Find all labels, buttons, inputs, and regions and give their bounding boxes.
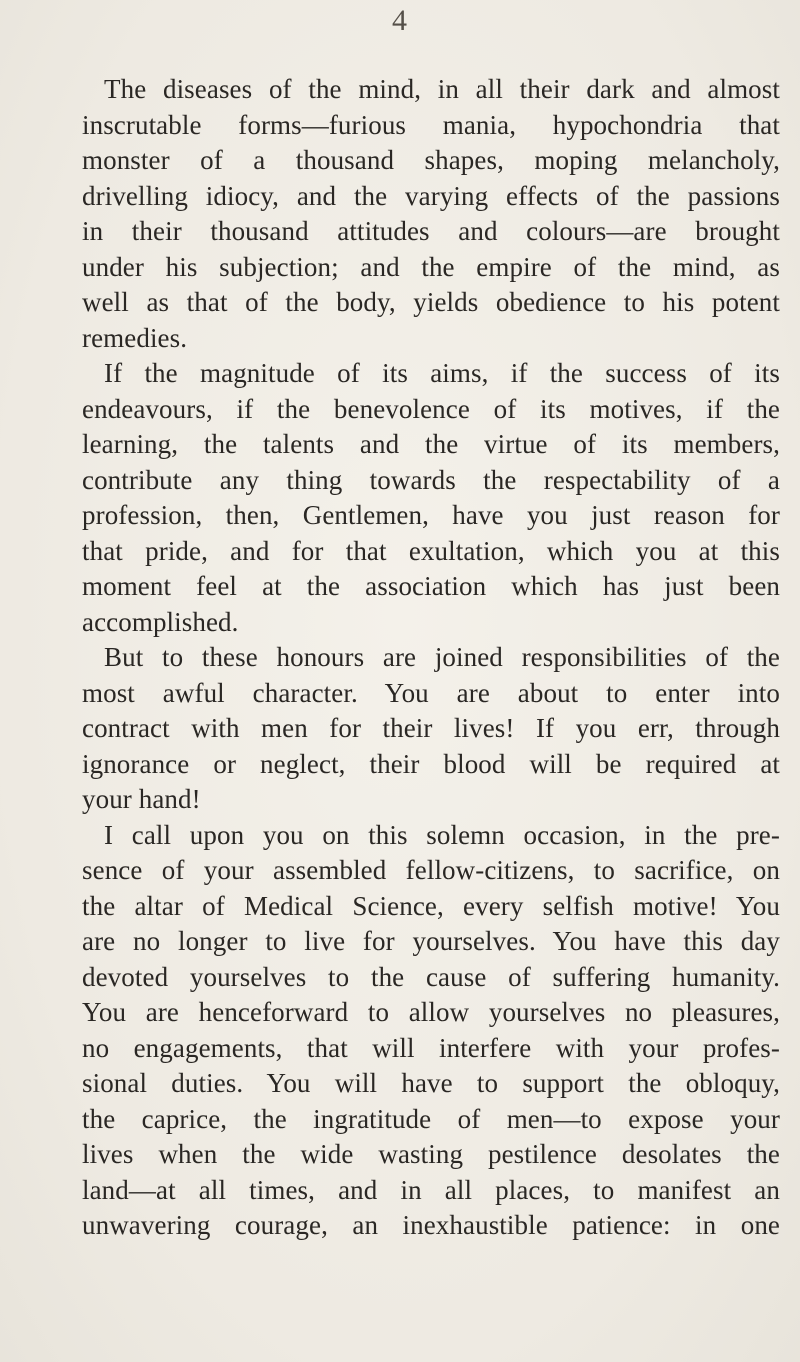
text-line: sional duties. You will have to support the obloquy,: [82, 1068, 780, 1098]
text-line: sence of your assembled fellow-citizens, to sacrifice, on: [82, 855, 780, 885]
text-line: ignorance or neglect, their blood will be required at: [82, 748, 780, 779]
text-line: the caprice, the ingratitude of men—to expose your: [82, 1103, 780, 1134]
body-text: [82, 72, 780, 1244]
text-line: profession, then, Gentlemen, have you just reason for: [82, 500, 780, 530]
text-line: devoted yourselves to the cause of suffering humanity.: [82, 961, 780, 992]
text-line: If the magnitude of its aims, if the success of its: [104, 358, 780, 388]
text-line: land—at all times, and in all places, to manifest an: [82, 1174, 780, 1205]
text-line: are no longer to live for yourselves. You have this day: [82, 926, 780, 956]
text-line: moment feel at the association which has just been: [82, 571, 780, 601]
text-line: remedies.: [82, 322, 188, 353]
text-line: inscrutable forms—furious mania, hypochondria that: [82, 109, 780, 140]
text-line: accomplished.: [82, 606, 239, 637]
text-line: contribute any thing towards the respectability of a: [82, 464, 780, 495]
text-line: The diseases of the mind, in all their dark and almost: [104, 74, 780, 104]
text-line: monster of a thousand shapes, moping melancholy,: [82, 145, 780, 175]
text-line: I call upon you on this solemn occasion, in the pre-: [104, 819, 780, 850]
text-line: the altar of Medical Science, every selfish motive! You: [82, 890, 780, 921]
text-line: learning, the talents and the virtue of its members,: [82, 429, 780, 459]
text-line: But to these honours are joined responsibilities of the: [104, 642, 780, 672]
text-line: contract with men for their lives! If you err, through: [82, 713, 780, 743]
text-line: well as that of the body, yields obedience to his potent: [82, 287, 780, 317]
text-line: unwavering courage, an inexhaustible patience: in one: [82, 1210, 780, 1240]
text-line: your hand!: [82, 784, 201, 814]
text-line: endeavours, if the benevolence of its motives, if the: [82, 393, 780, 424]
page-number: 4: [392, 4, 407, 37]
text-line: that pride, and for that exultation, which you at this: [82, 535, 780, 566]
text-line: lives when the wide wasting pestilence desolates the: [82, 1139, 780, 1169]
text-line: under his subjection; and the empire of the mind, as: [82, 251, 780, 282]
text-line: drivelling idiocy, and the varying effects of the passions: [82, 180, 780, 211]
text-line: no engagements, that will interfere with your profes-: [82, 1032, 780, 1063]
text-line: in their thousand attitudes and colours—are brought: [82, 216, 780, 246]
text-line: most awful character. You are about to enter into: [82, 677, 780, 708]
text-line: You are henceforward to allow yourselves no pleasures,: [82, 997, 780, 1027]
